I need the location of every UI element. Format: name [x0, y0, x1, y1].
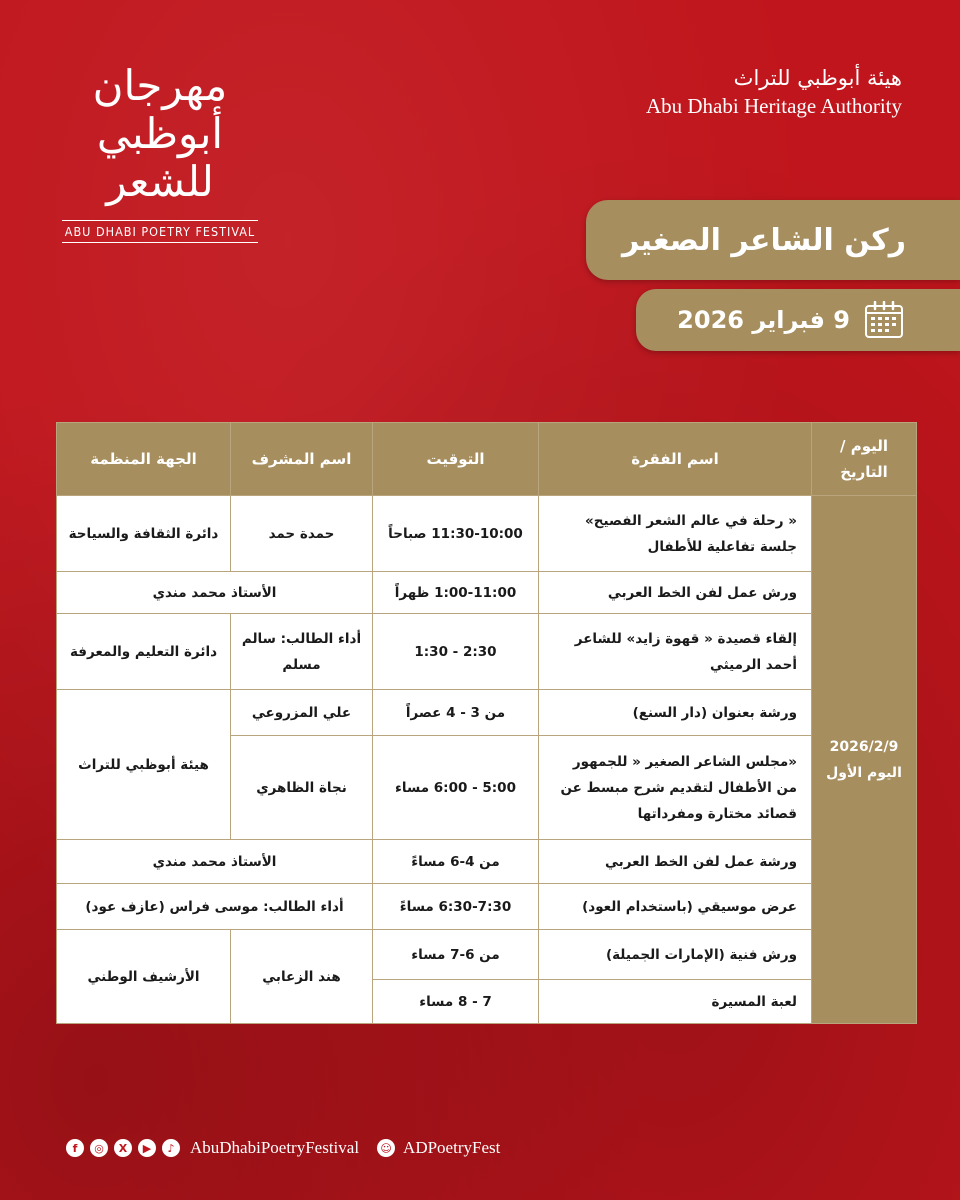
header-item: اسم الفقرة [539, 423, 812, 496]
table-row [57, 884, 917, 930]
authority-logo [646, 66, 902, 119]
logo-line-2: أبوظبي [96, 109, 224, 158]
item-cell: ورش عمل لفن الخط العربي [539, 572, 812, 614]
table-row [57, 930, 917, 980]
supervisor-cell: أداء الطالب: سالم مسلم [231, 614, 373, 690]
x-icon[interactable]: X [114, 1139, 132, 1157]
header-time: التوقيت [373, 423, 539, 496]
table-row [57, 840, 917, 884]
table-row [57, 690, 917, 736]
supervisor-organizer-cell: الأستاذ محمد مندي [57, 572, 373, 614]
day-cell [812, 496, 917, 1024]
time-cell: 2:30 - 1:30 [373, 614, 539, 690]
day-date: 2026/2/9 [829, 738, 899, 755]
schedule-table [56, 422, 917, 1024]
table-header-row [57, 423, 917, 496]
logo-line-3: للشعر [106, 157, 214, 206]
time-cell: من 4-6 مساءً [373, 840, 539, 884]
organizer-cell-heritage: هيئة أبوظبي للتراث [57, 690, 231, 840]
time-cell: 6:30-7:30 مساءً [373, 884, 539, 930]
supervisor-cell-archive: هند الزعابي [231, 930, 373, 1024]
day-name: اليوم الأول [826, 764, 902, 781]
time-cell: 5:00 - 6:00 مساء [373, 736, 539, 840]
table-row [57, 572, 917, 614]
festival-logo-calligraphy [62, 62, 258, 206]
item-cell: عرض موسيقي (باستخدام العود) [539, 884, 812, 930]
item-cell: لعبة المسيرة [539, 980, 812, 1024]
header-organizer: الجهة المنظمة [57, 423, 231, 496]
instagram-icon[interactable]: ◎ [90, 1139, 108, 1157]
item-cell: إلقاء قصيدة « قهوة زايد» للشاعر أحمد الرميثي [539, 614, 812, 690]
snapchat-icon[interactable]: ☺ [377, 1139, 395, 1157]
facebook-icon[interactable]: f [66, 1139, 84, 1157]
social-handle-main[interactable]: AbuDhabiPoetryFestival [190, 1138, 360, 1157]
item-cell: «مجلس الشاعر الصغير « للجمهور من الأطفال لتقديم شرح مبسط عن قصائد مختارة ومفرداتها [539, 736, 812, 840]
time-cell: 7 - 8 مساء [373, 980, 539, 1024]
organizer-cell: دائرة التعليم والمعرفة [57, 614, 231, 690]
page-title: ركن الشاعر الصغير [621, 222, 906, 258]
authority-name-english: Abu Dhabi Heritage Authority [645, 94, 902, 118]
table-row [57, 614, 917, 690]
festival-logo [62, 62, 258, 243]
date-banner [636, 289, 960, 351]
social-icons [66, 1139, 180, 1157]
time-cell: من 3 - 4 عصراً [373, 690, 539, 736]
header-day: اليوم / التاريخ [812, 423, 917, 496]
supervisor-organizer-cell: الأستاذ محمد مندي [57, 840, 373, 884]
item-cell: ورش فنية (الإمارات الجميلة) [539, 930, 812, 980]
logo-line-1: مهرجان [92, 61, 228, 110]
youtube-icon[interactable]: ▶ [138, 1139, 156, 1157]
item-cell: « رحلة في عالم الشعر الفصيح» جلسة تفاعلية للأطفال [539, 496, 812, 572]
time-cell: 11:30-10:00 صباحاً [373, 496, 539, 572]
item-cell: ورشة عمل لفن الخط العربي [539, 840, 812, 884]
organizer-cell-archive: الأرشيف الوطني [57, 930, 231, 1024]
festival-logo-english: ABU DHABI POETRY FESTIVAL [62, 220, 258, 243]
calendar-icon [864, 301, 904, 339]
supervisor-organizer-cell: أداء الطالب: موسى فراس (عازف عود) [57, 884, 373, 930]
time-cell: 1:00-11:00 ظهراً [373, 572, 539, 614]
table-row [57, 496, 917, 572]
social-handle-snapchat[interactable]: ADPoetryFest [403, 1138, 501, 1157]
authority-name-arabic: هيئة أبوظبي للتراث [733, 66, 902, 90]
header-supervisor: اسم المشرف [231, 423, 373, 496]
supervisor-cell: نجاة الظاهري [231, 736, 373, 840]
time-cell: من 6-7 مساء [373, 930, 539, 980]
item-cell: ورشة بعنوان (دار السنع) [539, 690, 812, 736]
footer [66, 1134, 906, 1162]
tiktok-icon[interactable]: ♪ [162, 1139, 180, 1157]
title-banner [586, 200, 960, 280]
supervisor-cell: حمدة حمد [231, 496, 373, 572]
event-date: 9 فبراير 2026 [677, 306, 850, 334]
organizer-cell: دائرة الثقافة والسياحة [57, 496, 231, 572]
supervisor-cell: علي المزروعي [231, 690, 373, 736]
